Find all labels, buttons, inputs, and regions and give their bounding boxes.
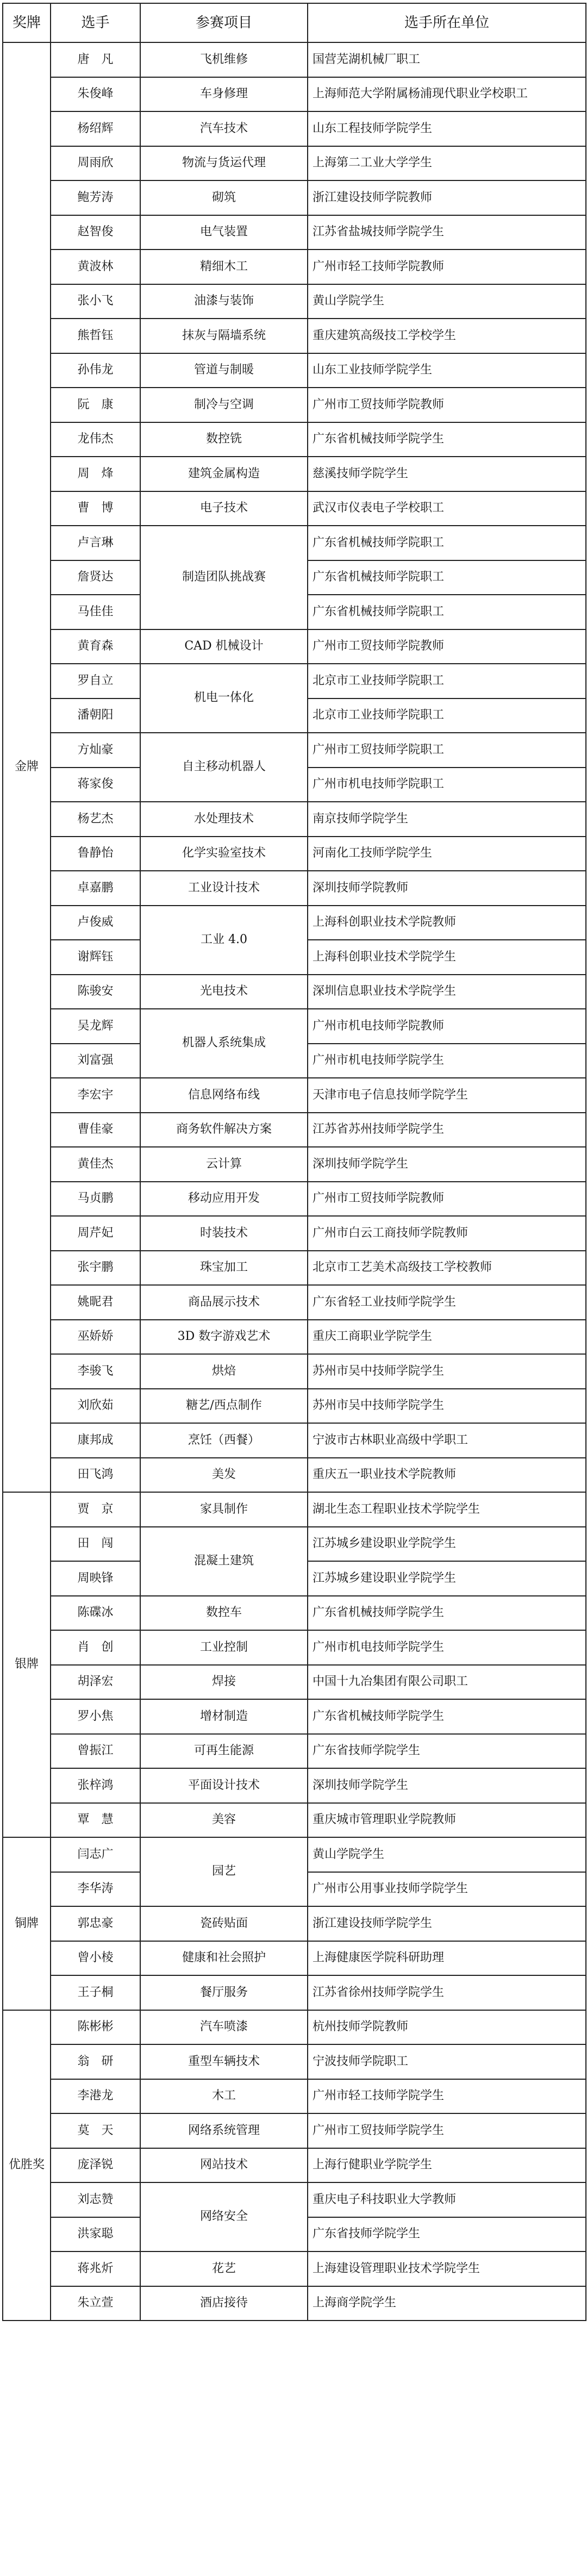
player-cell: 詹贤达 [51,560,140,595]
event-cell: 云计算 [140,1147,308,1182]
unit-cell: 广东省轻工业技师学院学生 [308,1285,586,1320]
unit-cell: 重庆建筑高级技工学校学生 [308,319,586,353]
event-cell: 管道与制暖 [140,353,308,388]
player-cell: 周 烽 [51,457,140,491]
player-cell: 卓嘉鹏 [51,871,140,906]
table-row [3,1216,586,1251]
award-cell: 金牌 [3,42,51,1492]
player-cell: 贾 京 [51,1492,140,1527]
table-row [3,664,586,698]
event-cell: 网站技术 [140,2148,308,2183]
event-cell: 瓷砖贴面 [140,1906,308,1941]
event-cell: 餐厅服务 [140,1975,308,2010]
player-cell: 黄育森 [51,629,140,664]
player-cell: 罗小焦 [51,1699,140,1734]
table-row [3,1734,586,1769]
unit-cell: 黄山学院学生 [308,1837,586,1872]
table-row [3,1251,586,1286]
table-row [3,906,586,940]
table-row [3,353,586,388]
player-cell: 鲍芳涛 [51,180,140,215]
player-cell: 张梓鸿 [51,1768,140,1803]
table-row [3,2079,586,2114]
unit-cell: 深圳信息职业技术学院学生 [308,975,586,1009]
player-cell: 胡泽宏 [51,1665,140,1700]
unit-cell: 广州市机电技师学院学生 [308,1044,586,1078]
event-cell: 混凝土建筑 [140,1527,308,1596]
table-row [3,1285,586,1320]
player-cell: 熊哲钰 [51,319,140,353]
unit-cell: 江苏省苏州技师学院学生 [308,1113,586,1147]
table-row [3,1596,586,1631]
player-cell: 黄佳杰 [51,1147,140,1182]
table-row [3,629,586,664]
player-cell: 陈骏安 [51,975,140,1009]
event-cell: 商品展示技术 [140,1285,308,1320]
event-cell: 砌筑 [140,180,308,215]
unit-cell: 宁波技师学院职工 [308,2044,586,2079]
table-row [3,1320,586,1355]
event-cell: 飞机维修 [140,42,308,77]
event-cell: CAD 机械设计 [140,629,308,664]
player-cell: 李港龙 [51,2079,140,2114]
unit-cell: 上海建设管理职业技术学院学生 [308,2251,586,2286]
player-cell: 方灿豪 [51,733,140,768]
event-cell: 化学实验室技术 [140,837,308,871]
award-cell: 银牌 [3,1492,51,1837]
header-event: 参赛项目 [140,3,308,42]
table-row [3,526,586,560]
event-cell: 网络系统管理 [140,2113,308,2148]
event-cell: 抹灰与隔墙系统 [140,319,308,353]
unit-cell: 上海师范大学附属杨浦现代职业学校职工 [308,77,586,112]
unit-cell: 广东省机械技师学院职工 [308,526,586,560]
event-cell: 电子技术 [140,491,308,526]
unit-cell: 深圳技师学院学生 [308,1768,586,1803]
table-row [3,1975,586,2010]
award-cell: 优胜奖 [3,2010,51,2321]
unit-cell: 中国十九冶集团有限公司职工 [308,1665,586,1700]
event-cell: 汽车喷漆 [140,2010,308,2045]
header-player: 选手 [51,3,140,42]
unit-cell: 广东省机械技师学院职工 [308,560,586,595]
player-cell: 蒋兆炘 [51,2251,140,2286]
player-cell: 刘欣茹 [51,1389,140,1424]
player-cell: 姚昵君 [51,1285,140,1320]
event-cell: 珠宝加工 [140,1251,308,1286]
unit-cell: 浙江建设技师学院学生 [308,1906,586,1941]
event-cell: 木工 [140,2079,308,2114]
table-row [3,388,586,422]
table-row [3,1527,586,1562]
table-row [3,2113,586,2148]
table-row [3,422,586,457]
table-row [3,1182,586,1217]
table-row [3,1354,586,1389]
event-cell: 烘焙 [140,1354,308,1389]
table-row [3,1837,586,1872]
event-cell: 机器人系统集成 [140,1009,308,1078]
player-cell: 闫志广 [51,1837,140,1872]
event-cell: 商务软件解决方案 [140,1113,308,1147]
table-row [3,2182,586,2217]
unit-cell: 河南化工技师学院学生 [308,837,586,871]
player-cell: 康邦成 [51,1423,140,1458]
player-cell: 马贞鹏 [51,1182,140,1217]
unit-cell: 重庆城市管理职业学院教师 [308,1803,586,1838]
player-cell: 杨艺杰 [51,802,140,837]
header-row [3,3,586,42]
table-row [3,1423,586,1458]
event-cell: 油漆与装饰 [140,284,308,319]
table-row [3,146,586,181]
unit-cell: 北京市工业技师学院职工 [308,698,586,733]
event-cell: 时装技术 [140,1216,308,1251]
player-cell: 陈彬彬 [51,2010,140,2045]
event-cell: 家具制作 [140,1492,308,1527]
unit-cell: 广东省机械技师学院学生 [308,1699,586,1734]
player-cell: 李宏宇 [51,1078,140,1113]
player-cell: 洪家聪 [51,2217,140,2252]
table-row [3,1492,586,1527]
event-cell: 美发 [140,1458,308,1493]
player-cell: 龙伟杰 [51,422,140,457]
table-body [3,42,586,2321]
player-cell: 朱俊峰 [51,77,140,112]
unit-cell: 广州市轻工技师学院学生 [308,2079,586,2114]
unit-cell: 广州市机电技师学院教师 [308,1009,586,1044]
event-cell: 烹饪（西餐） [140,1423,308,1458]
unit-cell: 天津市电子信息技师学院学生 [308,1078,586,1113]
unit-cell: 广州市工贸技师学院教师 [308,1182,586,1217]
event-cell: 物流与货运代理 [140,146,308,181]
table-row [3,1941,586,1976]
table-row [3,1803,586,1838]
event-cell: 汽车技术 [140,111,308,146]
unit-cell: 上海行健职业学院学生 [308,2148,586,2183]
player-cell: 阮 康 [51,388,140,422]
unit-cell: 湖北生态工程职业技术学院学生 [308,1492,586,1527]
player-cell: 马佳佳 [51,595,140,629]
event-cell: 重型车辆技术 [140,2044,308,2079]
table-row [3,802,586,837]
player-cell: 巫娇娇 [51,1320,140,1355]
event-cell: 制冷与空调 [140,388,308,422]
event-cell: 数控车 [140,1596,308,1631]
unit-cell: 宁波市古林职业高级中学职工 [308,1423,586,1458]
player-cell: 莫 天 [51,2113,140,2148]
event-cell: 电气装置 [140,215,308,250]
unit-cell: 广州市工贸技师学院教师 [308,388,586,422]
event-cell: 糖艺/西点制作 [140,1389,308,1424]
unit-cell: 广州市公用事业技师学院学生 [308,1872,586,1907]
table-row [3,1078,586,1113]
unit-cell: 广东省机械技师学院学生 [308,422,586,457]
player-cell: 李骏飞 [51,1354,140,1389]
event-cell: 信息网络布线 [140,1078,308,1113]
player-cell: 谢辉钰 [51,940,140,975]
player-cell: 杨绍辉 [51,111,140,146]
player-cell: 曾振江 [51,1734,140,1769]
event-cell: 工业 4.0 [140,906,308,975]
event-cell: 美容 [140,1803,308,1838]
table-header [3,3,586,42]
player-cell: 吴龙辉 [51,1009,140,1044]
event-cell: 工业设计技术 [140,871,308,906]
table-row [3,2148,586,2183]
unit-cell: 南京技师学院学生 [308,802,586,837]
table-row [3,77,586,112]
table-row [3,42,586,77]
unit-cell: 苏州市吴中技师学院学生 [308,1389,586,1424]
event-cell: 车身修理 [140,77,308,112]
table-row [3,871,586,906]
unit-cell: 广东省技师学院学生 [308,1734,586,1769]
player-cell: 孙伟龙 [51,353,140,388]
player-cell: 田 闯 [51,1527,140,1562]
table-row [3,1389,586,1424]
player-cell: 曹佳豪 [51,1113,140,1147]
event-cell: 可再生能源 [140,1734,308,1769]
player-cell: 覃 慧 [51,1803,140,1838]
player-cell: 唐 凡 [51,42,140,77]
player-cell: 翁 研 [51,2044,140,2079]
unit-cell: 广州市机电技师学院学生 [308,1630,586,1665]
unit-cell: 山东工程技师学院学生 [308,111,586,146]
unit-cell: 黄山学院学生 [308,284,586,319]
unit-cell: 江苏省徐州技师学院学生 [308,1975,586,2010]
unit-cell: 上海科创职业技术学院教师 [308,906,586,940]
event-cell: 平面设计技术 [140,1768,308,1803]
player-cell: 黄波林 [51,250,140,284]
player-cell: 刘富强 [51,1044,140,1078]
unit-cell: 上海健康医学院科研助理 [308,1941,586,1976]
player-cell: 张宇鹏 [51,1251,140,1286]
unit-cell: 深圳技师学院教师 [308,871,586,906]
table-row [3,1768,586,1803]
unit-cell: 重庆电子科技职业大学教师 [308,2182,586,2217]
player-cell: 周雨欣 [51,146,140,181]
header-award: 奖牌 [3,3,51,42]
table-row [3,2044,586,2079]
unit-cell: 广州市工贸技师学院学生 [308,2113,586,2148]
unit-cell: 广州市白云工商技师学院教师 [308,1216,586,1251]
event-cell: 花艺 [140,2251,308,2286]
event-cell: 3D 数字游戏艺术 [140,1320,308,1355]
unit-cell: 杭州技师学院教师 [308,2010,586,2045]
table-row [3,111,586,146]
table-row [3,491,586,526]
unit-cell: 苏州市吴中技师学院学生 [308,1354,586,1389]
event-cell: 光电技术 [140,975,308,1009]
player-cell: 曾小棱 [51,1941,140,1976]
player-cell: 潘朝阳 [51,698,140,733]
player-cell: 李华涛 [51,1872,140,1907]
table-row [3,2251,586,2286]
table-row [3,319,586,353]
unit-cell: 上海科创职业技术学院学生 [308,940,586,975]
unit-cell: 广州市机电技师学院职工 [308,768,586,802]
unit-cell: 浙江建设技师学院教师 [308,180,586,215]
unit-cell: 广东省机械技师学院学生 [308,1596,586,1631]
table-row [3,1699,586,1734]
unit-cell: 上海第二工业大学学生 [308,146,586,181]
table-row [3,1906,586,1941]
unit-cell: 深圳技师学院学生 [308,1147,586,1182]
player-cell: 蒋家俊 [51,768,140,802]
event-cell: 机电一体化 [140,664,308,733]
table-row [3,1665,586,1700]
unit-cell: 山东工业技师学院学生 [308,353,586,388]
table-row [3,1458,586,1493]
table-row [3,1630,586,1665]
unit-cell: 北京市工业技师学院职工 [308,664,586,698]
player-cell: 朱立萱 [51,2286,140,2321]
table-row [3,975,586,1009]
unit-cell: 广州市轻工技师学院教师 [308,250,586,284]
table-row [3,733,586,768]
event-cell: 自主移动机器人 [140,733,308,802]
player-cell: 肖 创 [51,1630,140,1665]
unit-cell: 广州市工贸技师学院职工 [308,733,586,768]
player-cell: 曹 博 [51,491,140,526]
event-cell: 制造团队挑战赛 [140,526,308,629]
table-row [3,2010,586,2045]
player-cell: 刘志赞 [51,2182,140,2217]
event-cell: 精细木工 [140,250,308,284]
unit-cell: 广东省机械技师学院职工 [308,595,586,629]
player-cell: 罗自立 [51,664,140,698]
event-cell: 网络安全 [140,2182,308,2251]
unit-cell: 广州市工贸技师学院教师 [308,629,586,664]
player-cell: 陈碟冰 [51,1596,140,1631]
player-cell: 周芹妃 [51,1216,140,1251]
table-row [3,180,586,215]
unit-cell: 江苏城乡建设职业学院学生 [308,1527,586,1562]
event-cell: 工业控制 [140,1630,308,1665]
player-cell: 卢俊威 [51,906,140,940]
player-cell: 卢言琳 [51,526,140,560]
player-cell: 王子桐 [51,1975,140,2010]
player-cell: 郭忠豪 [51,1906,140,1941]
header-unit: 选手所在单位 [308,3,586,42]
event-cell: 园艺 [140,1837,308,1906]
player-cell: 赵智俊 [51,215,140,250]
player-cell: 周映锋 [51,1561,140,1596]
unit-cell: 武汉市仪表电子学校职工 [308,491,586,526]
unit-cell: 国营芜湖机械厂职工 [308,42,586,77]
table-row [3,1113,586,1147]
unit-cell: 江苏省盐城技师学院学生 [308,215,586,250]
event-cell: 焊接 [140,1665,308,1700]
event-cell: 健康和社会照护 [140,1941,308,1976]
table-row [3,457,586,491]
table-row [3,250,586,284]
table-row [3,1009,586,1044]
event-cell: 数控铣 [140,422,308,457]
event-cell: 水处理技术 [140,802,308,837]
unit-cell: 江苏城乡建设职业学院学生 [308,1561,586,1596]
event-cell: 增材制造 [140,1699,308,1734]
table-row [3,284,586,319]
unit-cell: 重庆五一职业技术学院教师 [308,1458,586,1493]
table-row [3,2286,586,2321]
event-cell: 酒店接待 [140,2286,308,2321]
player-cell: 田飞鸿 [51,1458,140,1493]
unit-cell: 广东省技师学院学生 [308,2217,586,2252]
unit-cell: 上海商学院学生 [308,2286,586,2321]
player-cell: 鲁静怡 [51,837,140,871]
unit-cell: 重庆工商职业学院学生 [308,1320,586,1355]
player-cell: 庞泽锐 [51,2148,140,2183]
event-cell: 建筑金属构造 [140,457,308,491]
award-table [2,3,586,2321]
award-cell: 铜牌 [3,1837,51,2010]
table-row [3,215,586,250]
table-row [3,837,586,871]
unit-cell: 北京市工艺美术高级技工学校教师 [308,1251,586,1286]
unit-cell: 慈溪技师学院学生 [308,457,586,491]
table-row [3,1147,586,1182]
event-cell: 移动应用开发 [140,1182,308,1217]
player-cell: 张小飞 [51,284,140,319]
